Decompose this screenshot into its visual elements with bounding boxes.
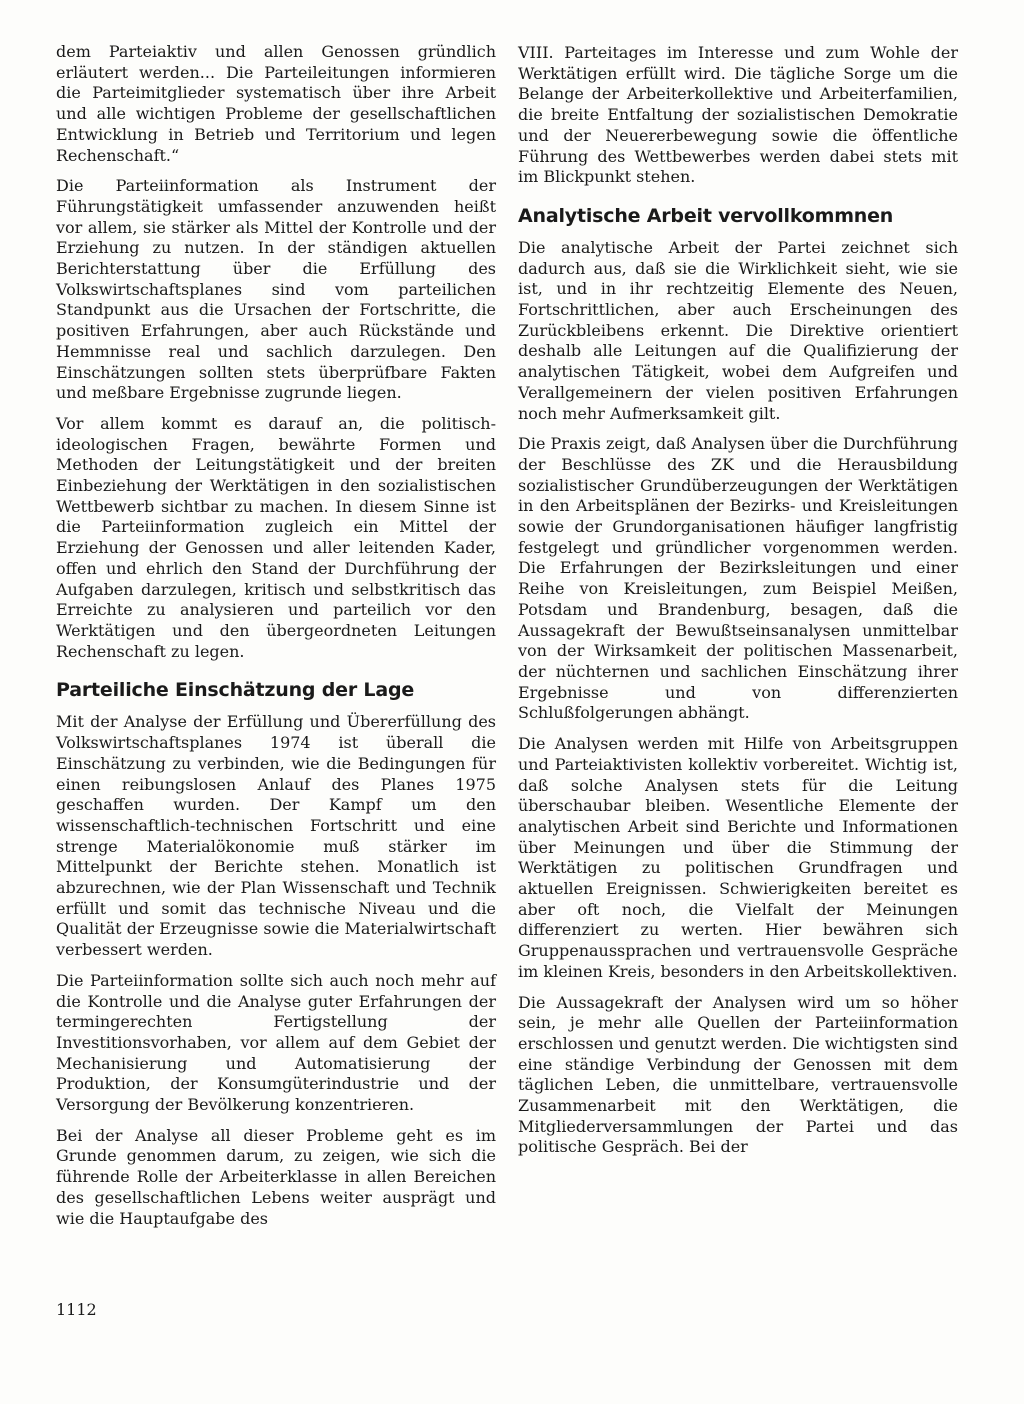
paragraph: Die Parteiinformation als Instrument der Führungstätigkeit umfassender anzuwenden heißt vor allem, sie stärker als Mittel der Kontrolle und der Erziehung zu nutzen. In der ständigen aktuellen Berichterstattung über die Erfüllung des Volkswirtschaftsplanes sind vom parteilichen Standpunkt aus die Ursachen der Fortschritte, die positiven Erfahrungen, aber auch Rückstände und Hemmnisse real und sachlich darzulegen. Den Einschätzungen sollten stets überprüfbare Fakten und meßbare Ergebnisse zugrunde liegen. [56, 176, 496, 403]
paragraph: VIII. Parteitages im Interesse und zum Wohle der Werktätigen erfüllt wird. Die tägliche Sorge um die Belange der Arbeiterkollektive und Arbeiterfamilien, die breite Entfaltung der sozialistischen Demokratie und der Neuererbewegung sowie die öffentliche Führung des Wettbewerbes werden dabei stets mit im Blickpunkt stehen. [518, 43, 958, 187]
paragraph: Die Praxis zeigt, daß Analysen über die Durchführung der Beschlüsse des ZK und die Herausbildung sozialistischer Grundüberzeugungen der Werktätigen in den Arbeitsplänen der Bezirks- und Kreisleitungen sowie der Grundorganisationen häufiger langfristig festgelegt und gründlicher vorgenommen werden. Die Erfahrungen der Bezirksleitungen und einer Reihe von Kreisleitungen, zum Beispiel Meißen, Potsdam und Brandenburg, besagen, daß die Aussagekraft der Bewußtseinsanalysen unmittelbar von der Wirksamkeit der politischen Massenarbeit, der nüchternen und sachlichen Einschätzung ihrer Ergebnisse und von differenzierten Schlußfolgerungen abhängt. [518, 434, 958, 723]
section-heading: Analytische Arbeit vervollkommnen [518, 204, 894, 227]
paragraph: dem Parteiaktiv und allen Genossen gründlich erläutert werden... Die Parteileitungen informieren die Parteimitglieder systematisch über ihre Arbeit und alle wichtigen Probleme der gesellschaftlichen Entwicklung in Betrieb und Territorium und legen Rechenschaft.“ [56, 42, 496, 165]
right-column [518, 43, 958, 1168]
left-column [56, 42, 496, 1239]
paragraph: Die Analysen werden mit Hilfe von Arbeitsgruppen und Parteiaktivisten kollektiv vorbereitet. Wichtig ist, daß solche Analysen stets für die Leitung überschaubar bleiben. Wesentliche Elemente der analytischen Arbeit sind Berichte und Informationen über Meinungen und über die Stimmung der Werktätigen zu politischen Grundfragen und aktuellen Ereignissen. Schwierigkeiten bereitet es aber oft noch, die Vielfalt der Meinungen differenziert zu werten. Hier bewähren sich Gruppenaussprachen und vertrauensvolle Gespräche im kleinen Kreis, besonders in den Arbeitskollektiven. [518, 734, 958, 981]
paragraph: Mit der Analyse der Erfüllung und Übererfüllung des Volkswirtschaftsplanes 1974 ist überall die Einschätzung zu verbinden, wie die Bedingungen für einen reibungslosen Anlauf des Planes 1975 geschaffen wurden. Der Kampf um den wissenschaftlich-technischen Fortschritt und eine strenge Materialökonomie muß stärker im Mittelpunkt der Berichte stehen. Monatlich ist abzurechnen, wie der Plan Wissenschaft und Technik erfüllt und somit das technische Niveau und die Qualität der Erzeugnisse sowie die Materialwirtschaft verbessert werden. [56, 712, 496, 960]
paragraph: Die Aussagekraft der Analysen wird um so höher sein, je mehr alle Quellen der Parteiinformation erschlossen und genutzt werden. Die wichtigsten sind eine ständige Verbindung der Genossen mit dem täglichen Leben, die unmittelbare, vertrauensvolle Zusammenarbeit mit den Werktätigen, die Mitgliederversammlungen der Partei und das politische Gespräch. Bei der [518, 992, 958, 1157]
section-heading: Parteiliche Einschätzung der Lage [56, 679, 415, 702]
paragraph: Die Parteiinformation sollte sich auch noch mehr auf die Kontrolle und die Analyse guter Erfahrungen der termingerechten Fertigstellung der Investitionsvorhaben, vor allem auf dem Gebiet der Mechanisierung und Automatisierung der Produktion, der Konsumgüterindustrie und der Versorgung der Bevölkerung konzentrieren. [56, 970, 496, 1115]
paragraph: Vor allem kommt es darauf an, die politisch-ideologischen Fragen, bewährte Formen und Methoden der Leitungstätigkeit und der breiten Einbeziehung der Werktätigen in den sozialistischen Wettbewerb sichtbar zu machen. In diesem Sinne ist die Parteiinformation zugleich ein Mittel der Erziehung der Genossen und aller leitenden Kader, offen und ehrlich den Stand der Durchführung der Aufgaben darzulegen, kritisch und selbstkritisch das Erreichte zu analysieren und parteilich vor den Werktätigen und den übergeordneten Leitungen Rechenschaft zu legen. [56, 413, 496, 661]
paragraph: Bei der Analyse all dieser Probleme geht es im Grunde genommen darum, zu zeigen, wie sich die führende Rolle der Arbeiterklasse in allen Bereichen des gesellschaftlichen Lebens weiter ausprägt und wie die Hauptaufgabe des [56, 1125, 496, 1228]
paragraph: Die analytische Arbeit der Partei zeichnet sich dadurch aus, daß sie die Wirklichkeit sieht, wie sie ist, und in ihr rechtzeitig Elemente des Neuen, Fortschrittlichen, aber auch Erscheinungen des Zurückbleibens erkennt. Die Direktive orientiert deshalb alle Leitungen auf die Qualifizierung der analytischen Tätigkeit, wobei dem Aufgreifen und Verallgemeinern der vielen positiven Erfahrungen noch mehr Aufmerksamkeit gilt. [518, 237, 958, 423]
page-number: 1112 [56, 1300, 97, 1319]
